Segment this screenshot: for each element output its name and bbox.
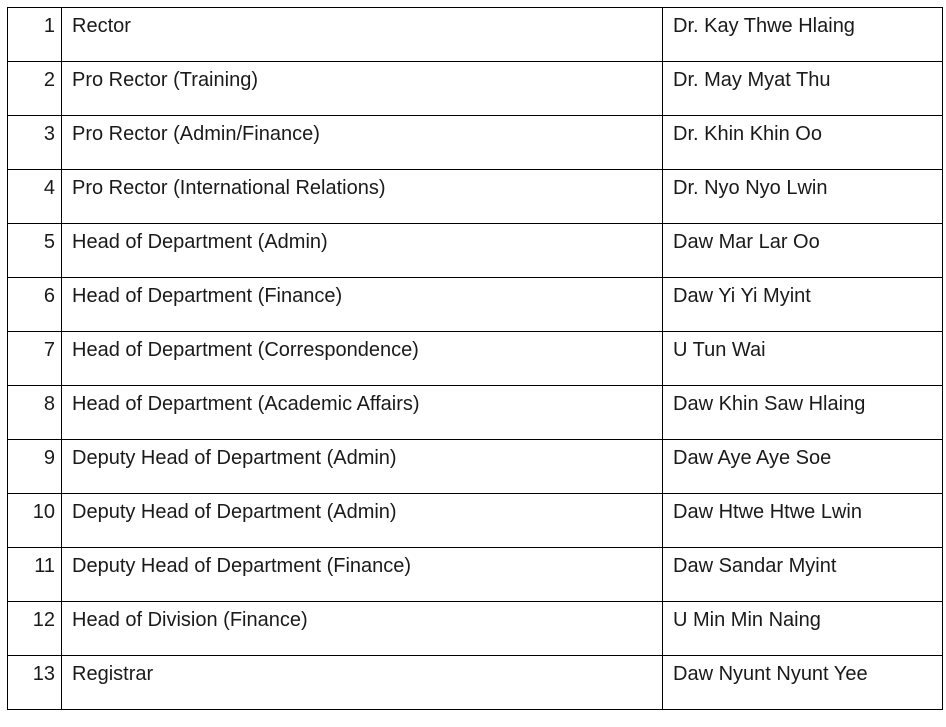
position-cell: Head of Department (Finance) [62, 278, 663, 332]
name-cell: Daw Nyunt Nyunt Yee [663, 656, 943, 710]
row-number: 12 [8, 602, 62, 656]
name-cell: Daw Mar Lar Oo [663, 224, 943, 278]
table-row [8, 386, 943, 440]
row-number: 7 [8, 332, 62, 386]
position-cell: Pro Rector (Training) [62, 62, 663, 116]
name-cell: Dr. May Myat Thu [663, 62, 943, 116]
name-cell: U Min Min Naing [663, 602, 943, 656]
row-number: 8 [8, 386, 62, 440]
table-row [8, 116, 943, 170]
position-cell: Deputy Head of Department (Admin) [62, 494, 663, 548]
name-cell: Dr. Nyo Nyo Lwin [663, 170, 943, 224]
position-cell: Deputy Head of Department (Finance) [62, 548, 663, 602]
row-number: 4 [8, 170, 62, 224]
table-row [8, 548, 943, 602]
name-cell: U Tun Wai [663, 332, 943, 386]
name-cell: Dr. Kay Thwe Hlaing [663, 8, 943, 62]
position-cell: Head of Department (Academic Affairs) [62, 386, 663, 440]
table-row [8, 224, 943, 278]
row-number: 3 [8, 116, 62, 170]
name-cell: Daw Htwe Htwe Lwin [663, 494, 943, 548]
position-cell: Pro Rector (International Relations) [62, 170, 663, 224]
name-cell: Daw Khin Saw Hlaing [663, 386, 943, 440]
table-row [8, 494, 943, 548]
row-number: 10 [8, 494, 62, 548]
table-row [8, 170, 943, 224]
staff-table [7, 7, 943, 710]
table-row [8, 8, 943, 62]
row-number: 11 [8, 548, 62, 602]
table-row [8, 602, 943, 656]
row-number: 2 [8, 62, 62, 116]
position-cell: Deputy Head of Department (Admin) [62, 440, 663, 494]
table-row [8, 332, 943, 386]
table-row [8, 440, 943, 494]
position-cell: Head of Department (Correspondence) [62, 332, 663, 386]
name-cell: Daw Aye Aye Soe [663, 440, 943, 494]
row-number: 9 [8, 440, 62, 494]
position-cell: Registrar [62, 656, 663, 710]
row-number: 5 [8, 224, 62, 278]
position-cell: Head of Division (Finance) [62, 602, 663, 656]
row-number: 6 [8, 278, 62, 332]
position-cell: Head of Department (Admin) [62, 224, 663, 278]
name-cell: Daw Yi Yi Myint [663, 278, 943, 332]
name-cell: Dr. Khin Khin Oo [663, 116, 943, 170]
name-cell: Daw Sandar Myint [663, 548, 943, 602]
row-number: 1 [8, 8, 62, 62]
row-number: 13 [8, 656, 62, 710]
position-cell: Rector [62, 8, 663, 62]
position-cell: Pro Rector (Admin/Finance) [62, 116, 663, 170]
table-row [8, 278, 943, 332]
table-row [8, 62, 943, 116]
table-row [8, 656, 943, 710]
